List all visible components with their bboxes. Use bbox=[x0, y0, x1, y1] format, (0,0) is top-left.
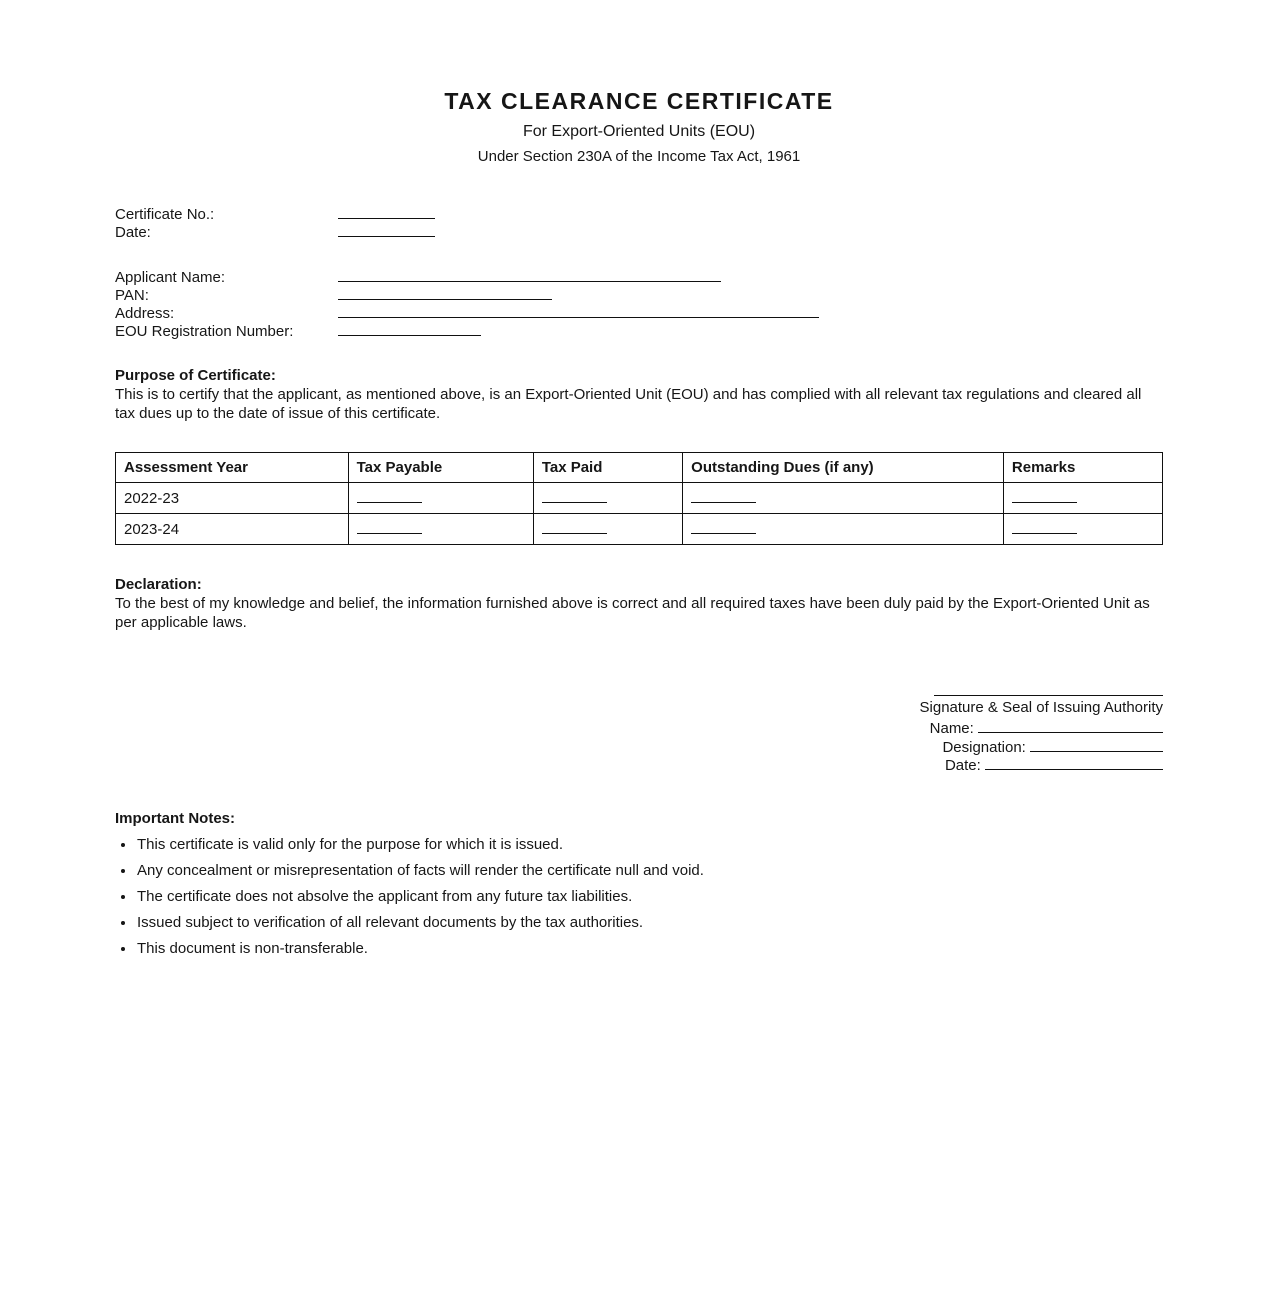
eou-registration-blank-field bbox=[338, 320, 481, 336]
tax-paid-cell bbox=[533, 514, 682, 545]
remarks-cell bbox=[1003, 483, 1162, 514]
outstanding-dues-cell bbox=[683, 514, 1004, 545]
authority-name-blank-field bbox=[978, 717, 1163, 733]
tax-payable-blank-field bbox=[357, 520, 422, 534]
assessment-year-cell: 2022-23 bbox=[116, 483, 349, 514]
tax-payable-blank-field bbox=[357, 489, 422, 503]
page-title: TAX CLEARANCE CERTIFICATE bbox=[444, 88, 834, 114]
remarks-blank-field bbox=[1012, 520, 1077, 534]
declaration-body: To the best of my knowledge and belief, the information furnished above is correct and all required taxes have been duly paid by the Export-Oriented Unit as per applicable laws. bbox=[115, 595, 1150, 631]
issuing-authority-caption: Signature & Seal of Issuing Authority bbox=[919, 698, 1163, 716]
authority-date-label: Date: bbox=[944, 757, 981, 774]
eou-registration-row bbox=[115, 320, 1163, 338]
authority-name-row bbox=[115, 717, 1163, 736]
table-row bbox=[116, 483, 1163, 514]
authority-date-row bbox=[115, 754, 1163, 773]
certificate-no-row bbox=[115, 203, 1163, 221]
pan-row bbox=[115, 284, 1163, 302]
list-item: • Any concealment or misrepresentation of facts will render the certificate null and void. bbox=[136, 863, 1163, 878]
tax-payable-cell bbox=[348, 483, 533, 514]
remarks-blank-field bbox=[1012, 489, 1077, 503]
outstanding-dues-blank-field bbox=[691, 520, 756, 534]
outstanding-dues-cell bbox=[683, 483, 1004, 514]
tax-paid-blank-field bbox=[542, 520, 607, 534]
important-notes-section bbox=[115, 809, 1163, 956]
table-row bbox=[116, 514, 1163, 545]
certificate-no-blank-field bbox=[338, 203, 435, 219]
address-row bbox=[115, 302, 1163, 320]
applicant-name-label: Applicant Name: bbox=[115, 269, 226, 286]
tax-payable-cell bbox=[348, 514, 533, 545]
purpose-body: This is to certify that the applicant, as mentioned above, is an Export-Oriented Unit (EOU) and has complied with all relevant tax regulations and cleared all tax dues up to the date of issue of this certificate. bbox=[115, 386, 1142, 422]
authority-designation-blank-field bbox=[1030, 736, 1163, 752]
list-item: • The certificate does not absolve the applicant from any future tax liabilities. bbox=[136, 889, 1163, 904]
authority-designation-row bbox=[115, 736, 1163, 755]
signature-blank-line bbox=[115, 680, 1163, 699]
important-notes-list bbox=[115, 837, 1163, 956]
important-notes-heading: Important Notes: bbox=[115, 809, 235, 827]
assessment-table-header-row bbox=[116, 453, 1163, 483]
assessment-table bbox=[115, 452, 1163, 545]
address-label: Address: bbox=[115, 305, 175, 322]
applicant-details-section bbox=[115, 266, 1163, 338]
header-remarks: Remarks bbox=[1003, 453, 1162, 483]
tax-paid-blank-field bbox=[542, 489, 607, 503]
pan-blank-field bbox=[338, 284, 552, 300]
date-blank-field bbox=[338, 221, 435, 237]
tax-paid-cell bbox=[533, 483, 682, 514]
applicant-name-row bbox=[115, 266, 1163, 284]
outstanding-dues-blank-field bbox=[691, 489, 756, 503]
header-assessment-year: Assessment Year bbox=[116, 453, 349, 483]
authority-designation-label: Designation: bbox=[942, 738, 1026, 756]
pan-label: PAN: bbox=[115, 287, 149, 304]
signature-blank-field bbox=[934, 680, 1163, 696]
eou-registration-label: EOU Registration Number: bbox=[115, 323, 294, 340]
header-tax-paid: Tax Paid bbox=[533, 453, 682, 483]
document-header bbox=[115, 88, 1163, 166]
purpose-heading: Purpose of Certificate: bbox=[115, 367, 276, 384]
purpose-section bbox=[115, 366, 1163, 423]
certificate-meta-section bbox=[115, 203, 1163, 239]
declaration-section bbox=[115, 575, 1163, 632]
certificate-no-label: Certificate No.: bbox=[115, 206, 215, 223]
applicant-name-blank-field bbox=[338, 266, 721, 282]
list-item: • Issued subject to verification of all relevant documents by the tax authorities. bbox=[136, 915, 1163, 930]
declaration-heading: Declaration: bbox=[115, 576, 202, 593]
date-row bbox=[115, 221, 1163, 239]
address-blank-field bbox=[338, 302, 819, 318]
act-reference-line: Under Section 230A of the Income Tax Act, 1961 bbox=[477, 148, 801, 165]
assessment-year-cell: 2023-24 bbox=[116, 514, 349, 545]
list-item: • This document is non-transferable. bbox=[136, 941, 1163, 956]
authority-name-label: Name: bbox=[929, 720, 974, 737]
signature-block bbox=[115, 680, 1163, 773]
header-tax-payable: Tax Payable bbox=[348, 453, 533, 483]
page-subtitle: For Export-Oriented Units (EOU) bbox=[522, 123, 756, 140]
list-item: • This certificate is valid only for the purpose for which it is issued. bbox=[136, 837, 1163, 852]
authority-date-blank-field bbox=[985, 754, 1163, 770]
header-outstanding-dues: Outstanding Dues (if any) bbox=[683, 453, 1004, 483]
date-label: Date: bbox=[115, 224, 151, 241]
remarks-cell bbox=[1003, 514, 1162, 545]
